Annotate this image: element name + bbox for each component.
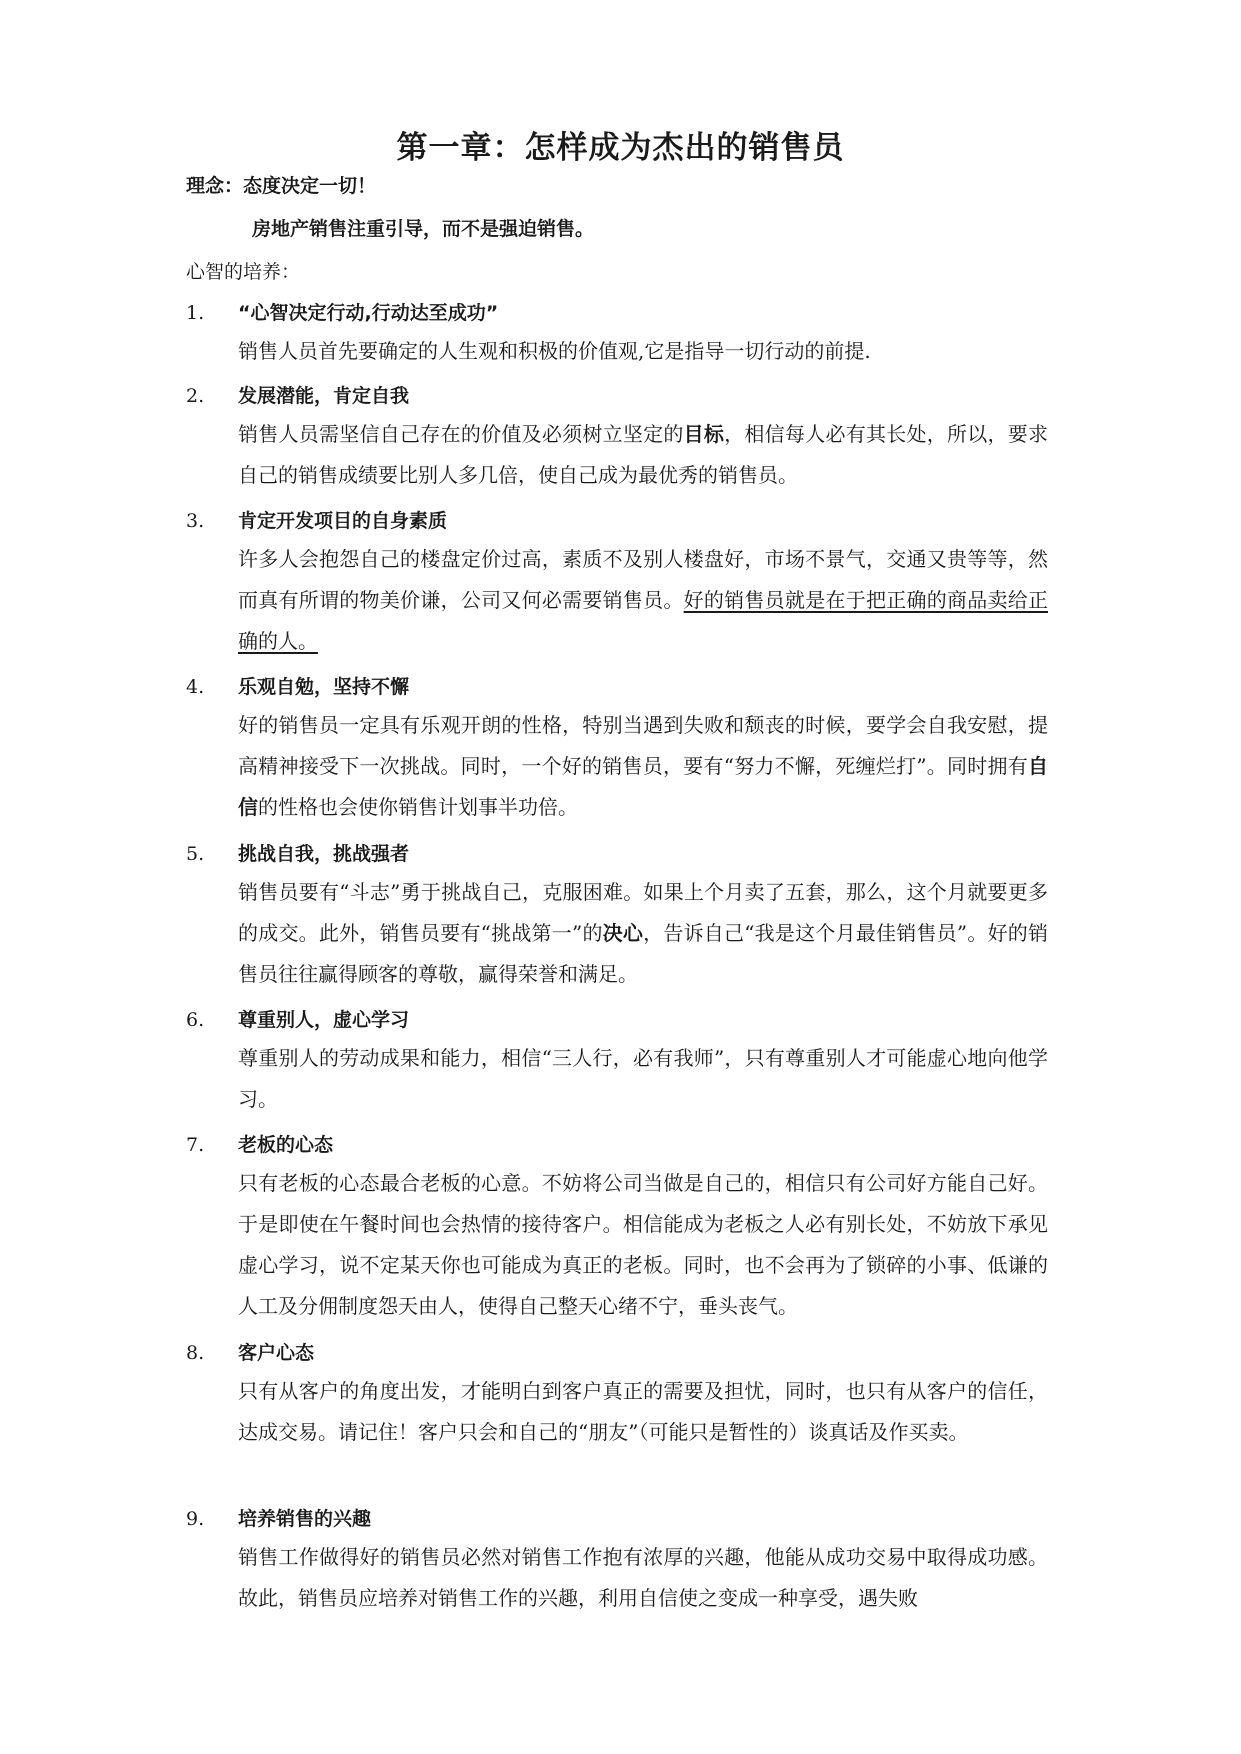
underlined-text: 好的销售员就是在于把正确的商品卖给正确的人。 [238,588,1049,653]
item-number: 8. [186,1342,205,1364]
list-item-heading [186,1504,371,1531]
paragraph-text: 尊重别人的劳动成果和能力，相信“三人行，必有我师”，只有尊重别人才可能虚心地向他学习。 [238,1046,1048,1111]
item-paragraph [238,1163,1048,1327]
paragraph-text: ，告诉自己“我是这个月最佳销售员”。好的销售员往往赢得顾客的尊敬，赢得荣誉和满足。 [238,921,1049,986]
paragraph-text: 销售人员首先要确定的人生观和积极的价值观,它是指导一切行动的前提. [238,339,871,363]
emphasis-text: 自信 [238,754,1048,819]
section-label: 心智的培养： [186,261,301,283]
item-heading-text: 挑战自我，挑战强者 [238,843,410,865]
emphasis-text: 决心 [602,921,644,945]
chapter-title: 第一章：怎样成为杰出的销售员 [396,130,845,166]
paragraph-text: 的性格也会使你销售计划事半功倍。 [258,795,578,819]
item-heading-text: 肯定开发项目的自身素质 [238,510,448,532]
item-number: 9. [186,1508,205,1530]
list-item-heading [186,1338,314,1365]
item-heading-text: 发展潜能，肯定自我 [238,385,410,407]
paragraph-text: 销售工作做得好的销售员必然对销售工作抱有浓厚的兴趣，他能从成功交易中取得成功感。故此，销售员应培养对销售工作的兴趣，利用自信使之变成一种享受，遇失败 [238,1545,1048,1610]
item-number: 2. [186,385,205,407]
list-item-heading [186,298,498,325]
item-number: 5. [186,843,205,865]
item-heading-text: 乐观自勉，坚持不懈 [238,676,410,698]
paragraph-text: ，相信每人必有其长处，所以，要求自己的销售成绩要比别人多几倍，使自己成为最优秀的销售员。 [238,422,1049,487]
paragraph-text: 只有从客户的角度出发，才能明白到客户真正的需要及担忧，同时，也只有从客户的信任，达成交易。请记住！客户只会和自己的“朋友”（可能只是暂性的）谈真话及作买卖。 [238,1379,1048,1444]
concept-label: 理念：态度决定一切！ [186,175,377,197]
item-paragraph [238,1371,1048,1453]
paragraph-text: 销售员要有“斗志”勇于挑战自己，克服困难。如果上个月卖了五套，那么，这个月就要更多的成交。此外，销售员要有“挑战第一”的 [238,880,1048,945]
emphasis-text: 目标 [683,422,725,446]
item-heading-text: 培养销售的兴趣 [238,1508,372,1530]
paragraph-text: 好的销售员一定具有乐观开朗的性格，特别当遇到失败和颓丧的时候，要学会自我安慰，提高精神接受下一次挑战。同时，一个好的销售员，要有“努力不懈，死缠烂打”。同时拥有 [238,713,1048,778]
concept-subtitle: 房地产销售注重引导，而不是强迫销售。 [252,218,595,240]
item-paragraph [238,1038,1048,1120]
paragraph-text: 销售人员需坚信自己存在的价值及必须树立坚定的 [238,422,684,446]
item-paragraph [238,872,1048,995]
item-heading-text: “心智决定行动,行动达至成功” [238,302,499,324]
item-heading-text: 尊重别人，虚心学习 [238,1009,410,1031]
item-paragraph [238,539,1048,662]
item-heading-text: 老板的心态 [238,1134,334,1156]
item-paragraph [238,414,1048,496]
list-item-heading [186,839,409,866]
item-paragraph [238,705,1048,828]
paragraph-text: 许多人会抱怨自己的楼盘定价过高，素质不及别人楼盘好，市场不景气，交通又贵等等，然而真有所谓的物美价谦，公司又何必需要销售员。 [238,547,1048,612]
item-number: 3. [186,510,205,532]
item-number: 7. [186,1134,205,1156]
list-item-heading [186,672,409,699]
list-item-heading [186,1005,409,1032]
item-number: 4. [186,676,205,698]
list-item-heading [186,381,409,408]
item-heading-text: 客户心态 [238,1342,315,1364]
item-paragraph [238,1537,1048,1619]
item-paragraph [238,331,1048,372]
paragraph-text: 只有老板的心态最合老板的心意。不妨将公司当做是自己的，相信只有公司好方能自己好。于是即使在午餐时间也会热情的接待客户。相信能成为老板之人必有别长处，不妨放下承见虚心学习，说不定某天你也可能成为真正的老板。同时，也不会再为了锁碎的小事、低谦的人工及分佣制度怨天由人，使得自己整天心绪不宁，垂头丧气。 [238,1171,1048,1318]
item-number: 1. [186,302,205,324]
list-item-heading [186,506,447,533]
list-item-heading [186,1130,333,1157]
item-number: 6. [186,1009,205,1031]
